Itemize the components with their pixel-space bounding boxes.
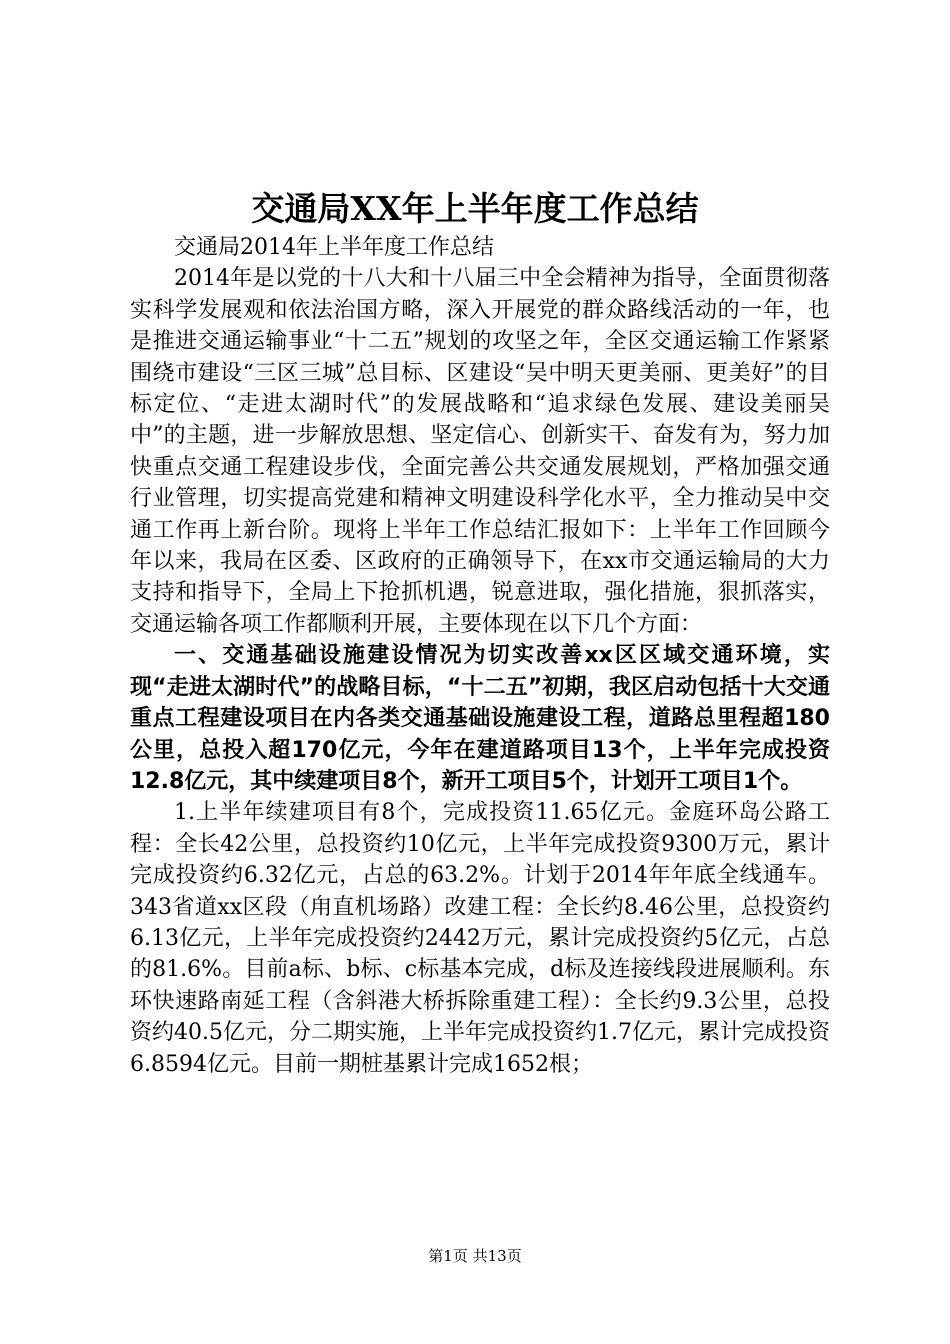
intro-paragraph: 2014年是以党的十八大和十八届三中全会精神为指导，全面贯彻落实科学发展观和依法治国方略，深入开展党的群众路线活动的一年，也是推进交通运输事业“十二五”规划的攻坚之年，全区交通运输工作紧紧围绕市建设“三区三城”总目标、区建设“吴中明天更美丽、更美好”的目标定位、“走进太湖时代”的发展战略和“追求绿色发展、建设美丽吴中”的主题，进一步解放思想、坚定信心、创新实干、奋发有为，努力加快重点交通工程建设步伐，全面完善公共交通发展规划，严格加强交通行业管理，切实提高党建和精神文明建设科学化水平，全力推动吴中交通工作再上新台阶。现将上半年工作总结汇报如下：上半年工作回顾今年以来，我局在区委、区政府的正确领导下，在xx市交通运输局的大力支持和指导下，全局上下抢抓机遇，锐意进取，强化措施，狠抓落实，交通运输各项工作都顺利开展，主要体现在以下几个方面： [130, 266, 830, 637]
section-heading-paragraph: 一、交通基础设施建设情况为切实改善xx区区域交通环境，实现“走进太湖时代”的战略目标，“十二五”初期，我区启动包括十大交通重点工程建设项目在内各类交通基础设施建设工程，道路总里程超180公里，总投入超170亿元，今年在建道路项目13个，上半年完成投资12.8亿元，其中续建项目8个，新开工项目5个，计划开工项目1个。 [130, 643, 830, 794]
projects-paragraph: 1.上半年续建项目有8个，完成投资11.65亿元。金庭环岛公路工程：全长42公里，总投资约10亿元，上半年完成投资9300万元，累计完成投资约6.32亿元，占总的63.2%。计划于2014年年底全线通车。343省道xx区段（甪直机场路）改建工程：全长约8.46公里，总投资约6.13亿元，上半年完成投资约2442万元，累计完成投资约5亿元，占总的81.6%。目前a标、b标、c标基本完成，d标及连接线段进展顺利。东环快速路南延工程（含斜港大桥拆除重建工程）：全长约9.3公里，总投资约40.5亿元，分二期实施，上半年完成投资约1.7亿元，累计完成投资6.8594亿元。目前一期桩基累计完成1652根； [130, 800, 830, 1077]
document-body [130, 232, 830, 1080]
subtitle-paragraph: 交通局2014年上半年度工作总结 [174, 235, 494, 260]
page-footer: 第1页 共13页 [428, 1247, 522, 1265]
document-title: 交通局XX年上半年度工作总结 [251, 189, 699, 228]
